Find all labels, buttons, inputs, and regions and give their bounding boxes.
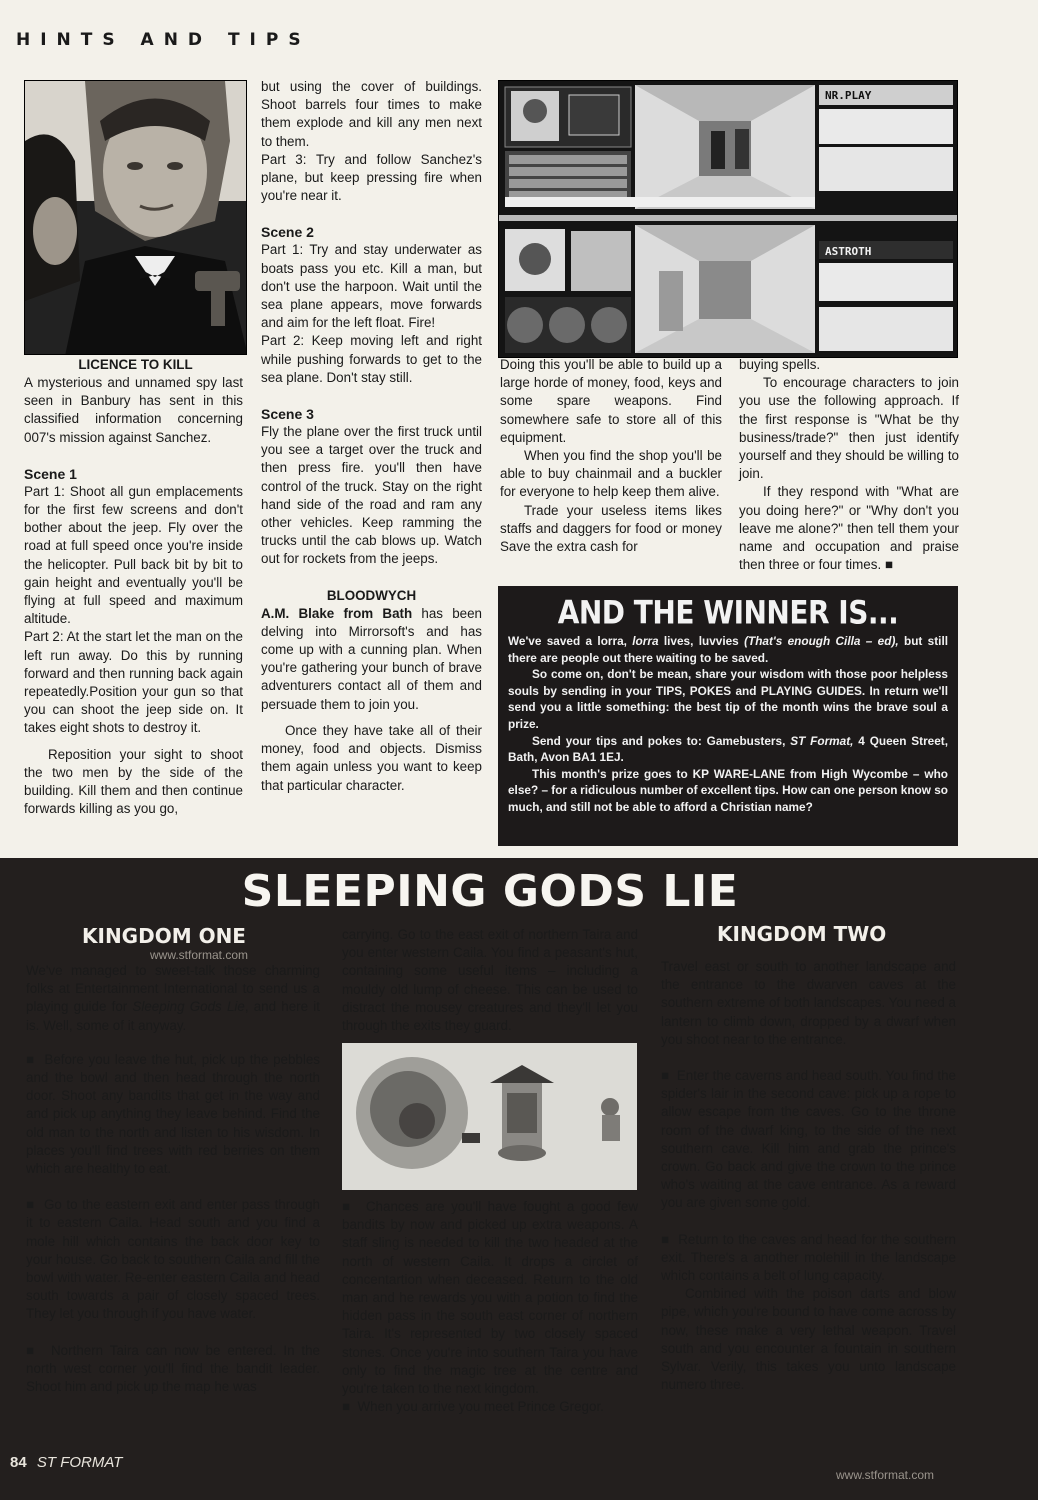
scene-1-heading: Scene 1 <box>24 465 77 482</box>
winner-p4: This month's prize goes to KP WARE-LANE from High Wycombe – who else? – for a ridiculous number of excellent tips. How can one person know so much, and still not be able to afford a Christian name? <box>508 766 948 814</box>
sgl-column-3 <box>661 922 956 1394</box>
kingdom-two-heading: KINGDOM TWO <box>717 922 887 946</box>
screen-top-name: NR.PLAY <box>825 89 872 102</box>
section-header: HINTS AND TIPS <box>16 30 311 50</box>
scene-2-heading: Scene 2 <box>261 224 314 241</box>
winner-title: AND THE WINNER IS... <box>557 593 899 632</box>
sgl-k2-bullet-2: ■ Return to the caves and head for the southern exit. There's a another molehill in the landscape which contains a belt of lung capacity. <box>661 1231 956 1286</box>
scene-1-part-3: Reposition your sight to shoot the two men by the side of the building. Kill them and then continue forwards killing as you go, <box>24 746 243 817</box>
bloodwych-p7: To encourage characters to join you use the following approach. If the first response is "What be thy business/trade?" then just identify yourself and they should be willing to join. <box>739 375 959 482</box>
bloodwych-p1: A.M. Blake from Bath has been delving into Mirrorsoft's and has come up with a cunning plan. When you're gathering your bunch of brave adventurers contact all of them and persuade them to join you. <box>261 605 482 712</box>
screen-bottom-name: ASTROTH <box>825 245 872 258</box>
sgl-column-2-bottom <box>342 1198 638 1416</box>
scene-3-heading: Scene 3 <box>261 406 314 423</box>
bloodwych-p3: Doing this you'll be able to build up a large horde of money, food, keys and some spare weapons. Find somewhere safe to store all of this equipment. <box>500 357 722 445</box>
page-footer <box>10 1454 122 1471</box>
sgl-k2-p2: Combined with the poison darts and blow pipe, which you're bound to have come across by now, these make a very lethal weapon. Travel south and you encounter a fountain in southern Sylvar. Verily, this takes you unto landscape numero three. <box>661 1286 956 1393</box>
scene-3-text: Fly the plane over the first truck until you see a target over the truck and then press fire. you'll then have control of the truck. Stay on the right hand side of the road and ram any other vehicles. Keep ramming the trucks until the cab blows up. Watch out for rockets from the jeeps. <box>261 424 482 567</box>
bloodwych-p4: When you find the shop you'll be able to buy chainmail and a buckler for everyone to help keep them alive. <box>500 448 722 500</box>
winner-p1: We've saved a lorra, lorra lives, luvvies (That's enough Cilla – ed), but still there are people out there waiting to be saved. <box>508 634 948 665</box>
photo-caption: LICENCE TO KILL <box>78 357 193 372</box>
sgl-col2-bullet-1: ■ Chances are you'll have fought a good few bandits by now and picked up extra weapons. A staff sling is needed to kill the two headed at the north of western Caila. It drops a circlet of concentartion when deceased. Return to the old man and he rewards you with a potion to find the hidden pass in the south east corner of northern Taira. It's represented by two closely spaced stones. Once you're into southern Taira you have only to find the magic tree at the centre and you're taken to the next kingdom. <box>342 1198 638 1398</box>
scene-2-part-2: Part 2: Keep moving left and right while pushing forwards to get to the sea plane. Don't stay still. <box>261 333 482 385</box>
page-number: 84 <box>10 1454 27 1471</box>
sleeping-gods-lie-screenshot <box>342 1043 637 1190</box>
scene-1-part-3-plane: Part 3: Try and follow Sanchez's plane, but keep pressing fire when you're near it. <box>261 151 482 204</box>
sgl-intro: We've managed to sweet-talk those charming folks at Entertainment International to send us a playing guide for Sleeping Gods Lie, and here it is. Well, some of it anyway. <box>26 963 320 1033</box>
sgl-column-2 <box>342 926 638 1035</box>
scene-1-part-2: Part 2: At the start let the man on the left run away. Do this by running forward and then running back again repeatedly.Position your gun so that you can shoot the jeep side on. It takes eight shots to destroy it. <box>24 629 243 736</box>
kingdom-one-heading: KINGDOM ONE <box>82 924 246 948</box>
bloodwych-p2: Once they have take all of their money, food and objects. Dismiss them again unless you want to keep that particular character. <box>261 722 482 793</box>
sgl-bullet-2: ■ Go to the eastern exit and enter pass through it to eastern Caila. Head south and you find a mole hill which contains the back door key to your house. Go back to southern Caila and fill the bowl with water. Re-enter eastern Caila and head south towards a pair of closely spaced trees. They let you through if you have water. <box>26 1196 320 1323</box>
bloodwych-p8: If they respond with "What are you doing here?" or "Why don't you leave me alone?" then tell them your name and occupation and praise then three or four times. ■ <box>739 484 959 573</box>
magazine-name: ST FORMAT <box>36 1454 123 1471</box>
end-mark-icon: ■ <box>884 557 893 573</box>
watermark-top: www.stformat.com <box>150 948 249 962</box>
winner-box <box>498 586 958 846</box>
sgl-bullet-3: ■ Northern Taira can now be entered. In the north west corner you'll find the bandit leader. Shoot him and pick up the map he was <box>26 1342 320 1397</box>
winner-p3: Send your tips and pokes to: Gamebusters, ST Format, 4 Queen Street, Bath, Avon BA1 1EJ. <box>508 733 948 765</box>
winner-p2: So come on, don't be mean, share your wisdom with those poor helpless souls by sending in your TIPS, POKES and PLAYING GUIDES. In return we'll send you a little something: the best tip of the month wins the brave soul a prize. <box>508 667 948 731</box>
bloodwych-screenshot <box>498 80 958 358</box>
licence-to-kill-photo <box>24 80 247 355</box>
scene-1-part-1: Part 1: Shoot all gun emplacements for the first few screens and don't bother about the jeep. Fly over the road at full speed once you're inside the helicopter. Pull back bit by bit to gain height and eventually you'll be flying at full speed and maximum altitude. <box>24 483 243 627</box>
sgl-k2-bullet-1: ■ Enter the caverns and head south. You find the spider's lair in the second cave: pick up a rope to allow escape from the caves. Go to the throne room of the dwarf king, to the side of the next southern cave. Kill him and grab the prince's crown. Go back and give the crown to the prince who's waiting at the cave entrance. As a reward you are given some gold. <box>661 1067 956 1213</box>
bloodwych-p6: buying spells. <box>739 357 821 372</box>
sgl-k2-p1: Travel east or south to another landscape and the entrance to the dwarven caves at the southern extreme of both landscapes. You need a lantern to climb down, dropped by a dwarf when you shoot near to the entrance. <box>661 959 956 1047</box>
licence-intro: A mysterious and unnamed spy last seen in Banbury has sent in this classified information concerning 007's mission against Sanchez. <box>24 375 243 445</box>
watermark-bottom: www.stformat.com <box>836 1468 935 1482</box>
bloodwych-author: A.M. Blake from Bath <box>261 605 413 621</box>
sgl-col2-p1: carrying. Go to the east exit of northern Taira and you enter western Caila. You find a peasant's hut, containing some useful items – including a mouldy old lump of cheese. This can be used to distract the mousey creatures and they'll let you through the exits they guard. <box>342 927 638 1034</box>
sgl-title: SLEEPING GODS LIE <box>241 866 739 917</box>
bloodwych-column-4 <box>739 356 959 574</box>
scene-2-part-1: Part 1: Try and stay underwater as boats pass you etc. Kill a man, but don't use the harpoon. Wait until the sea plane appears, move forwards and aim for the left float. Fire! <box>261 242 482 331</box>
sgl-bullet-1: ■ Before you leave the hut, pick up the pebbles and the bowl and then head through the north door. Shoot any bandits that get in the way and and pick up anything they leave behind. Find the old man to the north and listen to his wisdom. In places you'll find trees with red berries on them which are healthy to eat. <box>26 1051 320 1178</box>
column-2-continuation: but using the cover of buildings. Shoot barrels four times to make them explode and kill any men next to them. <box>261 79 482 149</box>
licence-column-1 <box>24 374 243 818</box>
bloodwych-column-3 <box>500 356 722 556</box>
sgl-col2-bullet-2: ■ When you arrive you meet Prince Gregor. <box>342 1398 638 1416</box>
sgl-column-1 <box>26 924 320 1396</box>
bloodwych-p5: Trade your useless items likes staffs and daggers for food or money Save the extra cash for <box>500 502 722 555</box>
bloodwych-heading: BLOODWYCH <box>326 587 417 603</box>
licence-column-2 <box>261 78 482 795</box>
